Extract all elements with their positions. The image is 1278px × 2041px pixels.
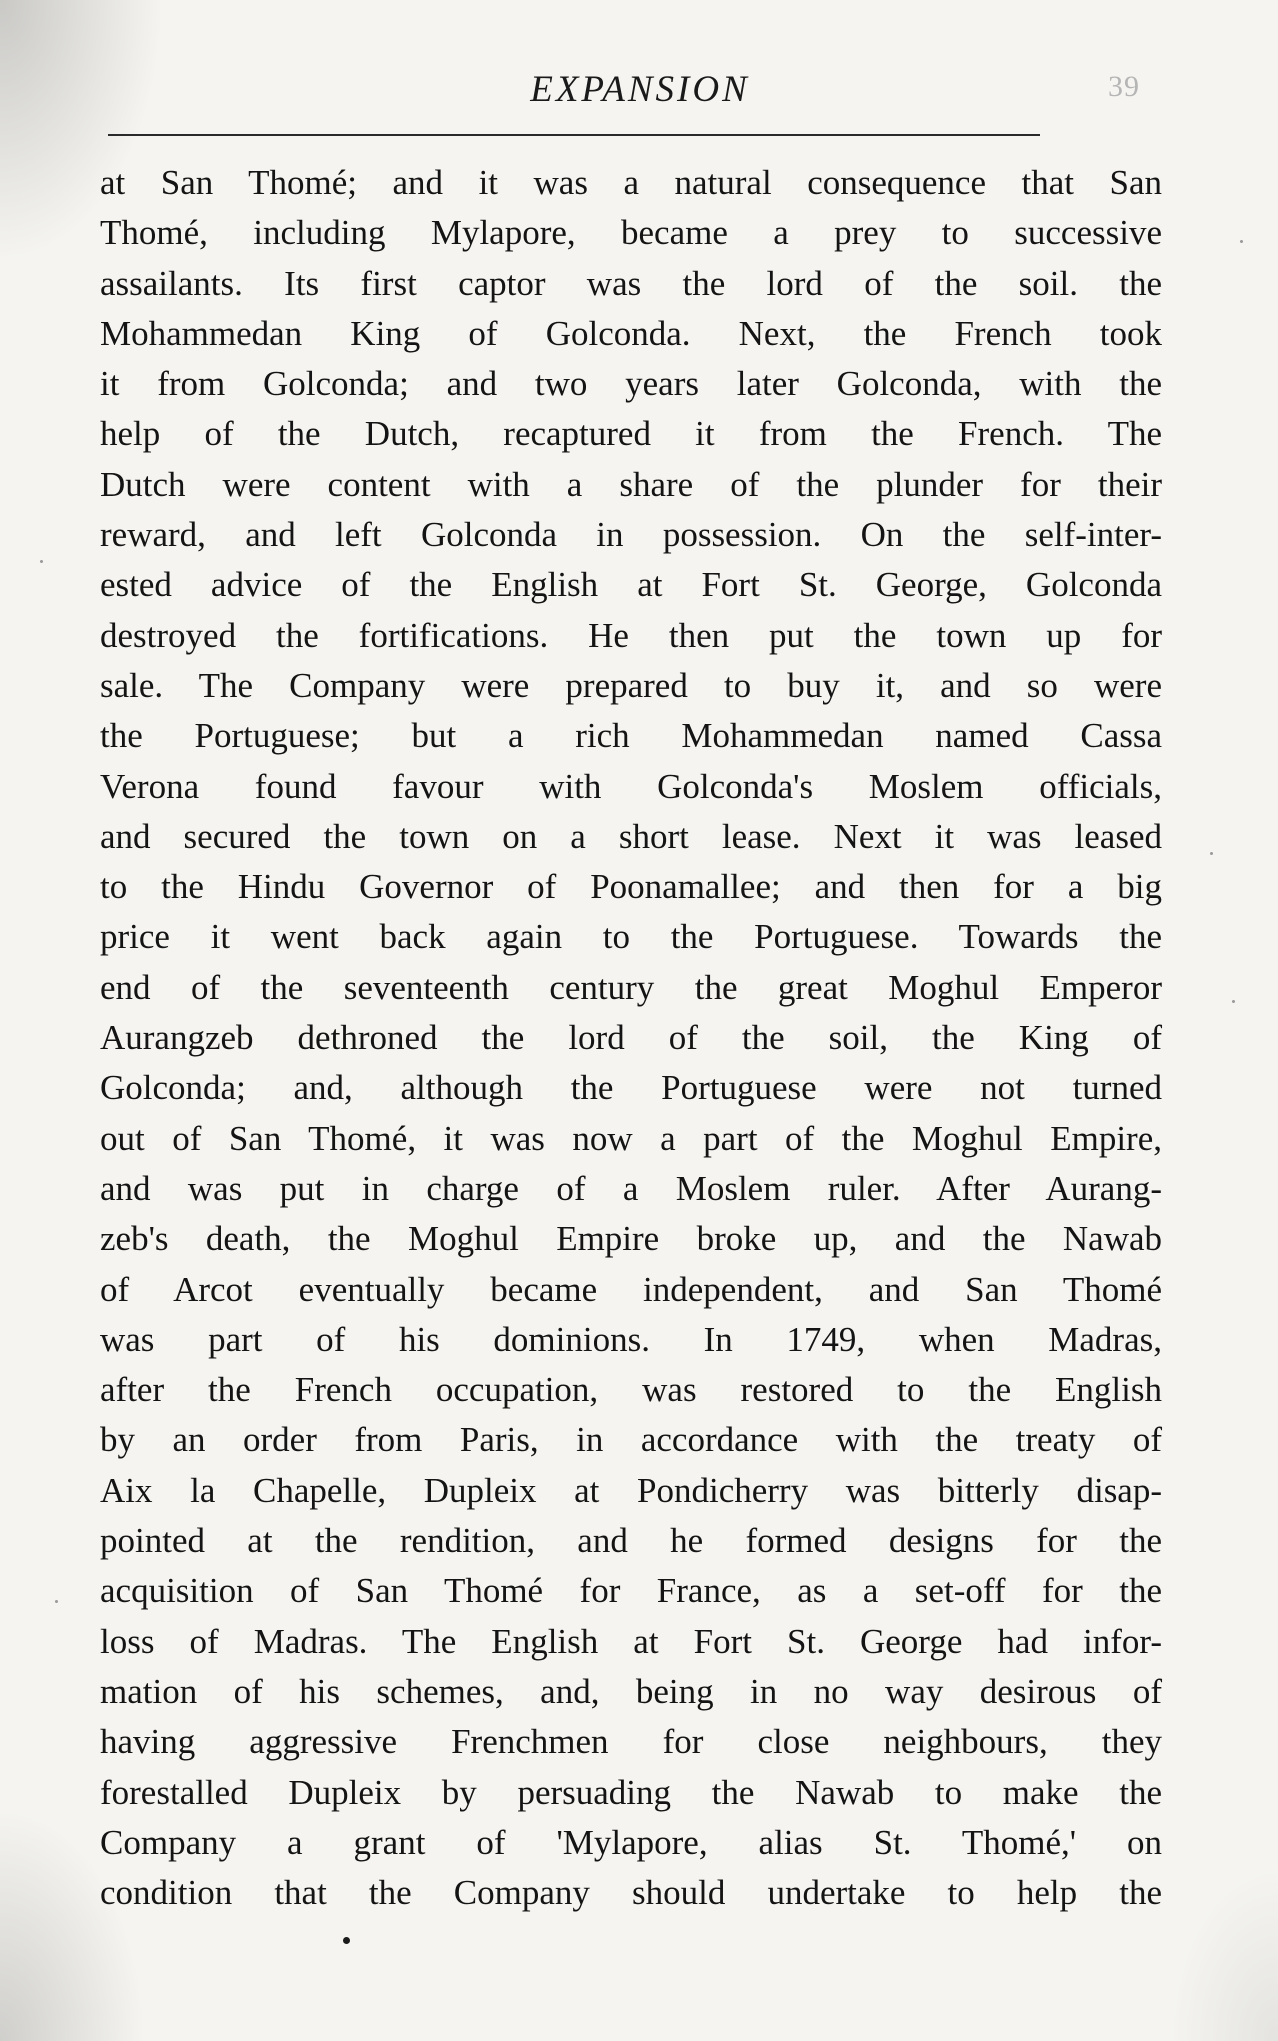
running-head — [100, 68, 1140, 118]
text-line: mation of his schemes, and, being in no way desirous of — [100, 1671, 1162, 1711]
text-line: after the French occupation, was restored to the English — [100, 1370, 1162, 1410]
text-line: pointed at the rendition, and he formed designs for the — [100, 1521, 1162, 1561]
text-line: of Arcot eventually became independent, and San Thomé — [100, 1269, 1162, 1309]
text-line: sale. The Company were prepared to buy it, and so were — [100, 665, 1162, 705]
body-text — [100, 158, 1162, 1918]
footer-dot — [343, 1937, 350, 1944]
text-line: zeb's death, the Moghul Empire broke up, and the Nawab — [100, 1219, 1162, 1259]
header-rule — [108, 134, 1040, 136]
text-line: at San Thomé; and it was a natural consequence that San — [100, 163, 1162, 202]
paper-speck — [40, 560, 43, 563]
text-line: to the Hindu Governor of Poonamallee; and then for a big — [100, 867, 1162, 907]
running-head-title: EXPANSION — [530, 69, 750, 110]
text-line: acquisition of San Thomé for France, as a set-off for the — [100, 1571, 1162, 1611]
text-line: Aix la Chapelle, Dupleix at Pondicherry was bitterly disap- — [100, 1470, 1162, 1510]
text-line: the Portuguese; but a rich Mohammedan named Cassa — [100, 716, 1162, 756]
text-line: Mohammedan King of Golconda. Next, the French took — [100, 313, 1162, 353]
text-line: and was put in charge of a Moslem ruler. After Aurang- — [100, 1168, 1162, 1208]
text-line: having aggressive Frenchmen for close neighbours, they — [100, 1722, 1162, 1762]
text-line: Verona found favour with Golconda's Moslem officials, — [100, 766, 1162, 806]
text-line: Thomé, including Mylapore, became a prey to successive — [100, 213, 1162, 253]
text-line: loss of Madras. The English at Fort St. George had infor- — [100, 1621, 1162, 1661]
text-line: assailants. Its first captor was the lord of the soil. the — [100, 263, 1162, 303]
text-line: out of San Thomé, it was now a part of the Moghul Empire, — [100, 1118, 1162, 1158]
text-line: Golconda; and, although the Portuguese were not turned — [100, 1068, 1162, 1108]
text-line: Company a grant of 'Mylapore, alias St. Thomé,' on — [100, 1822, 1162, 1862]
text-line: destroyed the fortifications. He then put the town up for — [100, 615, 1162, 655]
text-line: it from Golconda; and two years later Golconda, with the — [100, 364, 1162, 404]
text-line: forestalled Dupleix by persuading the Nawab to make the — [100, 1772, 1162, 1812]
text-line: reward, and left Golconda in possession. On the self-inter- — [100, 515, 1162, 555]
paper-speck — [1210, 852, 1213, 855]
text-line: help of the Dutch, recaptured it from the French. The — [100, 414, 1162, 454]
paper-speck — [1240, 240, 1243, 243]
paper-speck — [1232, 1000, 1235, 1003]
paper-speck — [55, 1600, 58, 1603]
text-line: price it went back again to the Portuguese. Towards the — [100, 917, 1162, 957]
text-line: by an order from Paris, in accordance with the treaty of — [100, 1420, 1162, 1460]
text-line: and secured the town on a short lease. Next it was leased — [100, 816, 1162, 856]
text-line: Aurangzeb dethroned the lord of the soil, the King of — [100, 1018, 1162, 1058]
text-line: condition that the Company should undertake to help the — [100, 1873, 1162, 1913]
page-number: 39 — [1108, 70, 1140, 103]
text-line: Dutch were content with a share of the plunder for their — [100, 464, 1162, 504]
text-line: was part of his dominions. In 1749, when Madras, — [100, 1319, 1162, 1359]
text-line: end of the seventeenth century the great Moghul Emperor — [100, 967, 1162, 1007]
text-line: ested advice of the English at Fort St. George, Golconda — [100, 565, 1162, 605]
